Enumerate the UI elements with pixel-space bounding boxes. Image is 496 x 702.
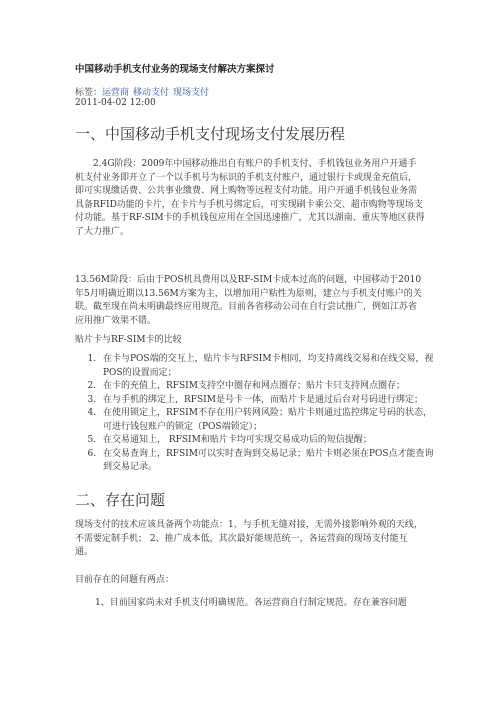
- list-item: 1. 在卡与POS端的交互上，贴片卡与RFSIM卡相同，均支持离线交易和在线交易，视POS的设置而定；: [99, 353, 439, 380]
- list-item: 4. 在使用锁定上，RFSIM不存在用户转网风险；贴片卡则通过监控绑定号码的状态，可进行钱包账户的锁定（POS端锁定）；: [99, 407, 439, 434]
- section2-heading: 二、存在问题: [75, 491, 166, 509]
- tags-label: 标签：: [75, 88, 103, 98]
- section2-paragraph-3: 1、目前国家尚未对手机支付明确规范。各运营商自行制定规范。存在兼容问题: [95, 598, 407, 608]
- tag-link-operator[interactable]: 运营商: [102, 88, 130, 98]
- section1-paragraph-1: 2.4G阶段：2009年中国移动推出自有账户的手机支付、手机钱包业务用户开通手机支付业务即开立了一个以手机号为标识的手机支付账户，通过银行卡或现金充值后，即可实现缴话费、公共事业缴费、网上购物等远程支付功能。用户开通手机钱包业务需具备RFID功能的卡片，在卡片与手机号绑定后，可实现刷卡乘公交、超市购物等现场支付功能。基于RF-SIM卡的手机钱包应用在全国迅速推广，尤其以湖南、重庆等地区获得了大力推广。: [75, 159, 425, 237]
- section1-paragraph-2: 13.56M阶段：后由于POS机具费用以及RF-SIM卡成本过高的问题，中国移动于2010年5月明确近期以13.56M方案为主，以增加用户粘性为原则，建立与手机支付账户的关联。截至现在尚未明确最终应用规范。目前各省移动公司在自行尝试推广，例如江苏省应用推广效果不错。: [75, 275, 422, 326]
- comparison-list: [75, 353, 439, 475]
- list-item: 2. 在卡的充值上，RFSIM支持空中圈存和网点圈存；贴片卡只支持网点圈存；: [99, 380, 439, 394]
- list-item: 3. 在与手机的绑定上，RFSIM是号卡一体，而贴片卡是通过后台对号码进行绑定；: [99, 394, 439, 408]
- tag-link-mobile-payment[interactable]: 移动支付: [133, 88, 170, 98]
- publish-date: 2011-04-02 12:00: [75, 98, 156, 108]
- section2-paragraph-1: 现场支付的技术应该具备两个功能点：1、与手机无缝对接，无需外接影响外观的天线，不需要定制手机； 2、推广成本低，其次最好能规范统一，各运营商的现场支付能互通。: [75, 520, 423, 557]
- comparison-title: 贴片卡与RF-SIM卡的比较: [75, 335, 182, 345]
- article-title: 中国移动手机支付业务的现场支付解决方案探讨: [75, 64, 275, 75]
- list-item: 6. 在交易查询上，RFSIM可以实时查询到交易记录；贴片卡则必须在POS点才能查询到交易记录。: [99, 448, 439, 475]
- section1-heading: 一、中国移动手机支付现场支付发展历程: [75, 125, 346, 143]
- list-item: 5. 在交易通知上， RFSIM和贴片卡均可实现交易成功后的短信提醒；: [99, 434, 439, 448]
- tag-link-onsite-payment[interactable]: 现场支付: [173, 88, 210, 98]
- section2-paragraph-2: 目前存在的问题有两点：: [75, 575, 175, 585]
- tag-line: [75, 85, 213, 98]
